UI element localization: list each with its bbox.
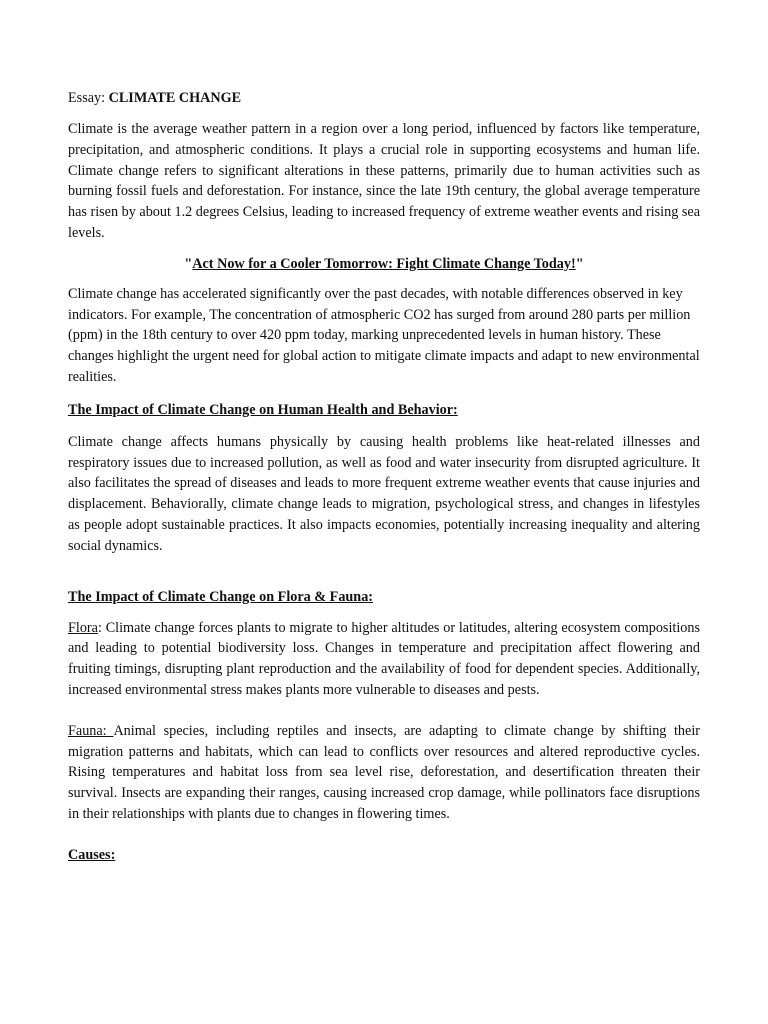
flora-body: : Climate change forces plants to migrate to higher altitudes or latitudes, altering ecosystem compositions and leading to potential biodiversity loss. Changes in temperature and precipitation affect flowering and fruiting timings, disrupting plant reproduction and the availability of food for dependent species. Additionally, increased environmental stress makes plants more vulnerable to diseases and pests.: [68, 619, 700, 698]
flora-fauna-heading: The Impact of Climate Change on Flora & Fauna:: [68, 588, 374, 605]
slogan-text: Act Now for a Cooler Tomorrow: Fight Climate Change Today!: [192, 255, 576, 272]
slogan-close-quote: ": [575, 255, 584, 272]
flora-label: Flora: [68, 619, 98, 636]
paragraph-co2: Climate change has accelerated significantly over the past decades, with notable differences observed in key indicators. For example, The concentration of atmospheric CO2 has surged from around 280 parts per million (ppm) in the 18th century to over 420 ppm today, marking unprecedented levels in human history. These changes highlight the urgent need for global action to mitigate climate impacts and adapt to new environmental realities.: [68, 285, 700, 385]
causes-heading: Causes:: [68, 846, 116, 863]
slogan: [68, 254, 700, 274]
health-paragraph: Climate change affects humans physically by causing health problems like heat-related illnesses and respiratory issues due to increased pollution, as well as food and water insecurity from disrupted agriculture. It also facilitates the spread of diseases and leads to more frequent extreme weather events that cause injuries and displacement. Behaviorally, climate change leads to migration, psychological stress, and changes in lifestyles as people adopt sustainable practices. It also impacts economies, potentially increasing inequality and altering social dynamics.: [68, 433, 700, 554]
fauna-body: Animal species, including reptiles and insects, are adapting to climate change by shifting their migration patterns and habitats, which can lead to conflicts over resources and altered reproductive cycles. Rising temperatures and habitat loss from sea level rise, deforestation, and desertification threaten their survival. Insects are expanding their ranges, causing increased crop damage, while pollinators face disruptions in their relationships with plants due to changes in flowering times.: [68, 722, 700, 822]
fauna-paragraph: [68, 721, 700, 825]
essay-title-line: [68, 88, 700, 108]
health-heading: The Impact of Climate Change on Human Health and Behavior:: [68, 401, 458, 418]
flora-paragraph: [68, 618, 700, 701]
fauna-label: Fauna:: [68, 722, 114, 739]
slogan-open-quote: ": [184, 255, 193, 272]
essay-title: CLIMATE CHANGE: [108, 90, 242, 106]
essay-label: Essay:: [68, 90, 109, 106]
document-page: [68, 88, 700, 865]
intro-paragraph: Climate is the average weather pattern in a region over a long period, influenced by factors like temperature, precipitation, and atmospheric conditions. It plays a crucial role in supporting ecosystems and human life. Climate change refers to significant alterations in these patterns, primarily due to human activities such as burning fossil fuels and deforestation. For instance, since the late 19th century, the global average temperature has risen by about 1.2 degrees Celsius, leading to increased frequency of extreme weather events and rising sea levels.: [68, 121, 700, 241]
